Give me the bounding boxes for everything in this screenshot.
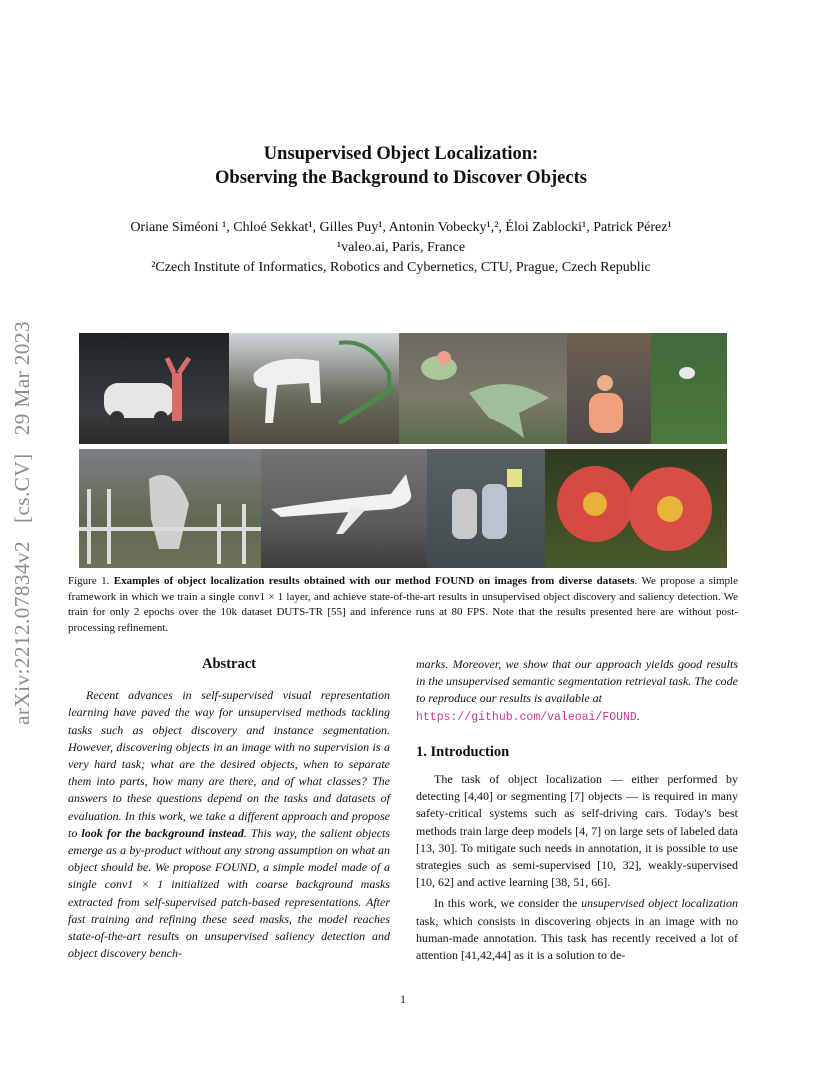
abstract-heading: Abstract [202, 656, 256, 672]
abstract-column [68, 656, 390, 962]
abstract-p1: Recent advances in self-supervised visual representation learning have paved the way for unsupervised methods tackling tasks such as object discovery and instance segmentation. However, discovering objects in an image with no supervision is a very hard task; what are the desired objects, when to separate them into parts, how many are there, and of what classes? The answers to these questions depend on the tasks and datasets of evaluation. In this work, we take a different approach and propose to [68, 688, 390, 840]
birds-sketch [399, 333, 567, 444]
author-list: Oriane Siméoni ¹, Chloé Sekkat¹, Gilles Puy¹, Antonin Vobecky¹,², Éloi Zablocki¹, Patrick Pérez¹ [130, 220, 672, 235]
intro-heading: 1. Introduction [416, 743, 510, 760]
crowd-sketch [427, 449, 545, 568]
abstract-link-line [416, 708, 738, 726]
figure-1-image [79, 333, 727, 568]
arxiv-stamp [10, 243, 40, 803]
abstract-text [68, 687, 390, 962]
paper-title-line1: Unsupervised Object Localization: [263, 144, 539, 164]
intro-p2-start: In this work, we consider the [434, 896, 578, 911]
figure-caption-text: . We propose a simple framework in which we train a single conv1 × 1 layer, and achieve state-of-the-art results in unsupervised object discovery and saliency detection. We train for only 2 epochs over the 10k dataset DUTS-TR [55] and inference runs at 80 FPS. Note that the results presented here are without post-processing refinement. [68, 575, 738, 634]
affiliation-1: ¹valeo.ai, Paris, France [336, 240, 466, 255]
figure-panel-crowd [427, 449, 545, 568]
figure-caption-bold: Examples of object localization results obtained with our method FOUND on images from diverse datasets [113, 575, 635, 587]
person-sketch [567, 333, 651, 444]
flowers-sketch [545, 449, 727, 568]
figure-panel-jump [79, 449, 261, 568]
arxiv-category: [cs.CV] [10, 453, 34, 523]
right-column [416, 656, 738, 964]
abstract-continuation-spacer: marks. Moreover, we show that our approach yields good results in the unsupervised semantic segmentation retrieval task. The code to reproduce our results is available at [416, 657, 738, 706]
paper-title-line2: Observing the Background to Discover Objects [215, 168, 587, 188]
arxiv-id: arXiv:2212.07834v2 [10, 541, 34, 725]
figure-panel-horse [229, 333, 399, 444]
figure-panel-birds [399, 333, 567, 444]
figure-panel-car [79, 333, 229, 444]
figure-panel-person [567, 333, 651, 444]
figure-panel-plane [261, 449, 427, 568]
figure-panel-flowers [545, 449, 727, 568]
abstract-p2: . This way, the salient objects emerge as a by-product without any strong assumption on what an object should be. We propose FOUND, a simple model made of a single conv1 × 1 initialized with coarse background masks extracted from self-supervised patch-based representations. After fast training and refining these seed masks, the model reaches state-of-the-art results on unsupervised saliency detection and object discovery bench- [68, 825, 391, 961]
figure-panel-field [651, 333, 727, 444]
figure-1-caption [68, 574, 738, 636]
intro-p2-end: task, which consists in discovering objects in an image with no human-made annotation. This task has recently received a lot of attention [41,42,44] as it is a solution to de- [416, 913, 738, 963]
car-sketch [79, 333, 229, 444]
fence-sketch [79, 449, 261, 568]
intro-paragraph-1: The task of object localization — either performed by detecting [4,40] or segmenting [7] objects — is required in many safety-critical systems such as self-driving cars. Today's best methods train large deep models [4, 7] on large sets of labeled data [13, 30]. To mitigate such needs in annotation, it is possible to use strategies such as semi-supervised [10, 32], weakly-supervised [10, 62] and active learning [38, 51, 66]. [416, 772, 738, 890]
arxiv-date: 29 Mar 2023 [10, 321, 34, 436]
horse-sketch [229, 333, 399, 444]
page-number: 1 [400, 992, 406, 1006]
plane-sketch [261, 449, 427, 568]
intro-p2-italic: unsupervised object localization [581, 896, 738, 911]
code-repo-link[interactable]: https://github.com/valeoai/FOUND [416, 710, 637, 724]
figure-label: Figure 1. [68, 575, 110, 587]
abstract-bold: look for the background instead [81, 825, 244, 840]
affiliation-2: ²Czech Institute of Informatics, Robotics and Cybernetics, CTU, Prague, Czech Republic [151, 260, 651, 275]
abstract-end: . [636, 708, 640, 723]
dog-sketch [651, 333, 727, 444]
intro-paragraph-2 [416, 895, 738, 964]
